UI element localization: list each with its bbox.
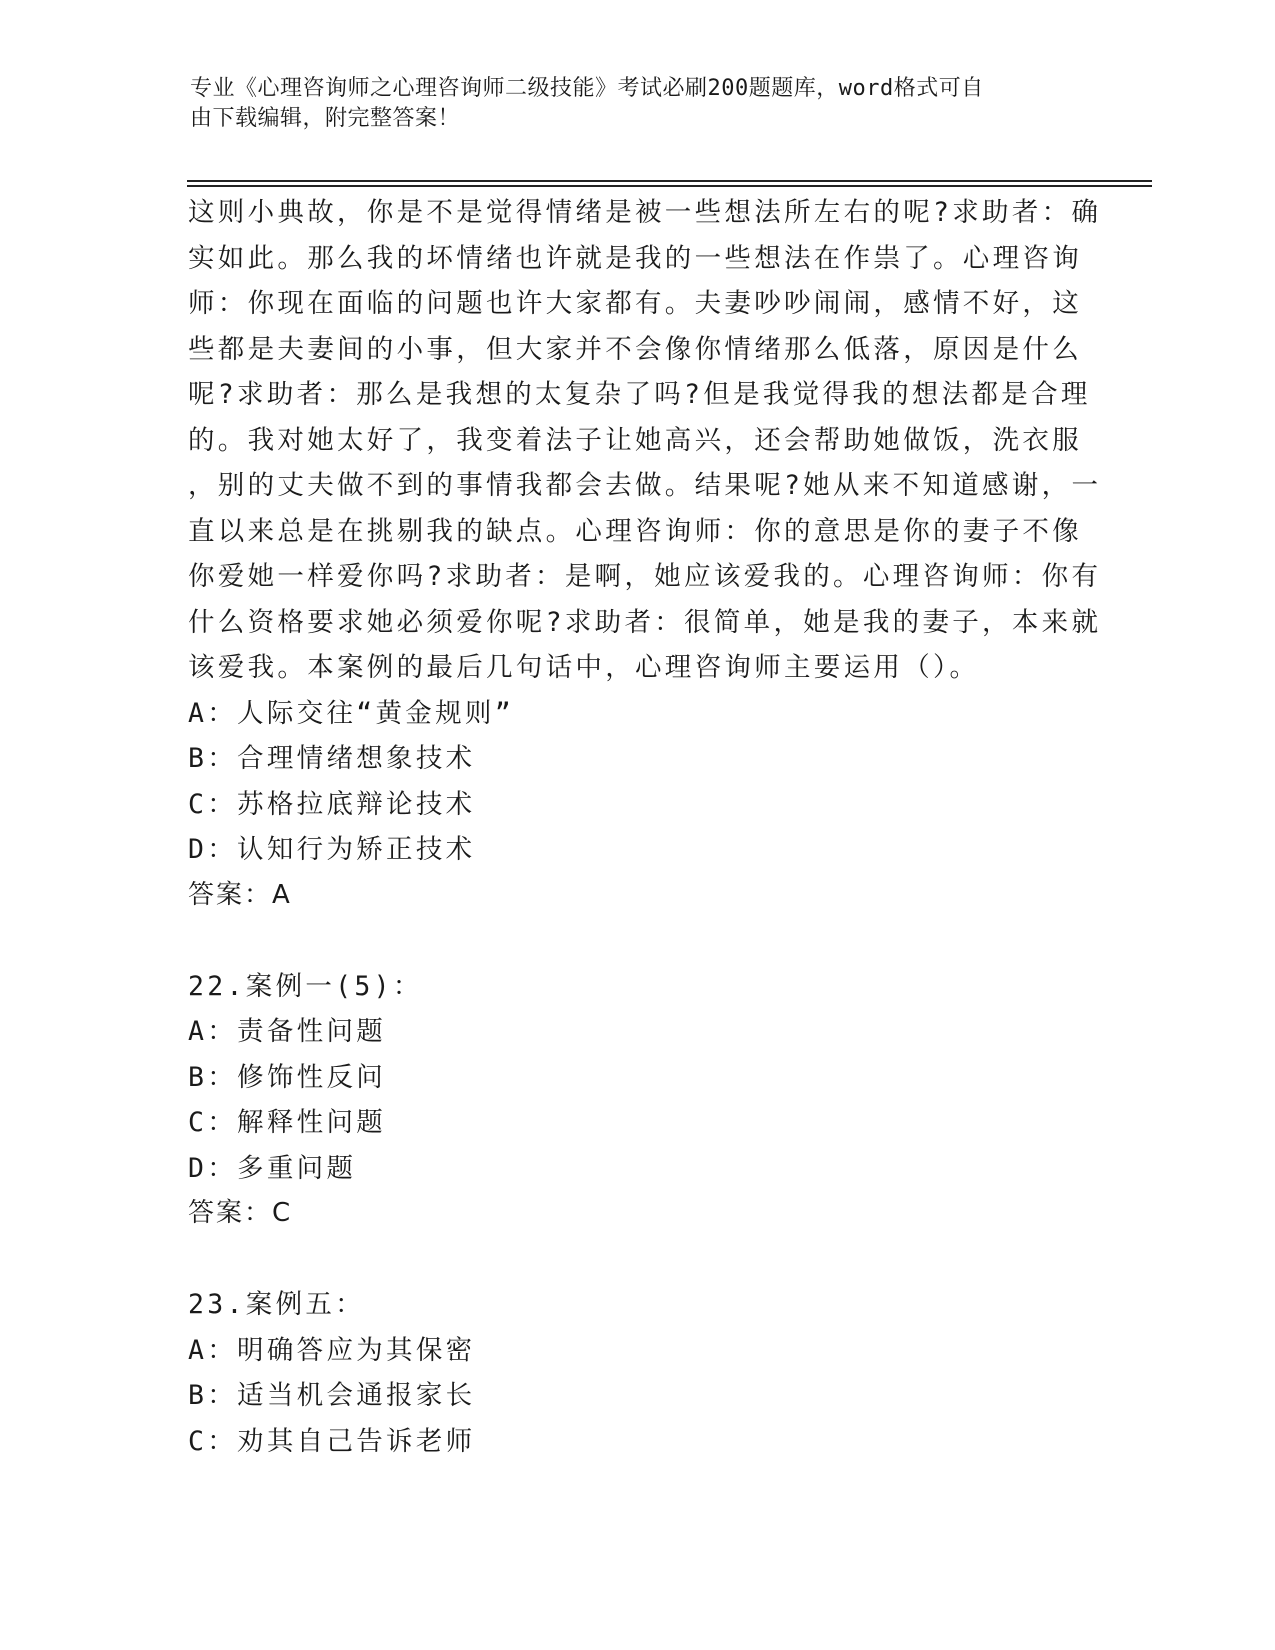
answer-22: 答案：C	[188, 1198, 293, 1228]
question-text-line: ，别的丈夫做不到的事情我都会去做。结果呢?她从来不知道感谢，一	[188, 470, 1102, 501]
question-text-line: 师：你现在面临的问题也许大家都有。夫妻吵吵闹闹，感情不好，这	[188, 288, 1082, 319]
header-title-line-1: 专业《心理咨询师之心理咨询师二级技能》考试必刷200题题库，word格式可自	[190, 76, 984, 101]
question-text-line: 这则小典故，你是不是觉得情绪是被一些想法所左右的呢?求助者：确	[188, 197, 1102, 228]
question-title: 23.案例五：	[188, 1289, 365, 1320]
question-text-line: 的。我对她太好了，我变着法子让她高兴，还会帮助她做饭，洗衣服	[188, 424, 1082, 456]
spacer	[188, 918, 1073, 964]
question-title: 22.案例一(5)：	[188, 970, 423, 1002]
spacer	[188, 1237, 1073, 1283]
question-text-line: 直以来总是在挑剔我的缺点。心理咨询师：你的意思是你的妻子不像	[188, 515, 1082, 547]
question-23	[188, 1282, 1073, 1464]
option-c: C：劝其自己告诉老师	[188, 1425, 476, 1457]
answer-21: 答案：A	[188, 879, 292, 910]
question-text-line: 呢?求助者：那么是我想的太复杂了吗?但是我觉得我的想法都是合理	[188, 379, 1091, 410]
option-b: B：合理情绪想象技术	[188, 743, 476, 774]
option-d: D：认知行为矫正技术	[188, 834, 476, 865]
question-text-line: 些都是夫妻间的小事，但大家并不会像你情绪那么低落，原因是什么	[188, 333, 1082, 365]
question-text-line: 实如此。那么我的坏情绪也许就是我的一些想法在作祟了。心理咨询	[188, 242, 1082, 274]
option-a: A：明确答应为其保密	[188, 1334, 476, 1366]
option-c: C：苏格拉底辩论技术	[188, 788, 476, 820]
option-a: A：人际交往“黄金规则”	[188, 697, 514, 729]
option-a: A：责备性问题	[188, 1016, 387, 1047]
header-divider-top	[187, 180, 1152, 182]
question-text-line: 该爱我。本案例的最后几句话中，心理咨询师主要运用（）。	[188, 652, 980, 683]
question-21	[188, 190, 1102, 918]
option-b: B：修饰性反问	[188, 1061, 387, 1093]
document-body	[188, 190, 1102, 1464]
option-b: B：适当机会通报家长	[188, 1380, 476, 1411]
header-divider-bottom	[187, 185, 1152, 187]
header-title-line-2: 由下载编辑，附完整答案！	[190, 106, 461, 131]
option-d: D：多重问题	[188, 1152, 357, 1184]
option-c: C：解释性问题	[188, 1107, 387, 1138]
question-22	[188, 964, 1073, 1237]
document-header	[190, 74, 1070, 134]
question-text-line: 你爱她一样爱你吗?求助者：是啊，她应该爱我的。心理咨询师：你有	[188, 561, 1102, 592]
question-text-line: 什么资格要求她必须爱你呢?求助者：很简单，她是我的妻子，本来就	[188, 606, 1102, 638]
